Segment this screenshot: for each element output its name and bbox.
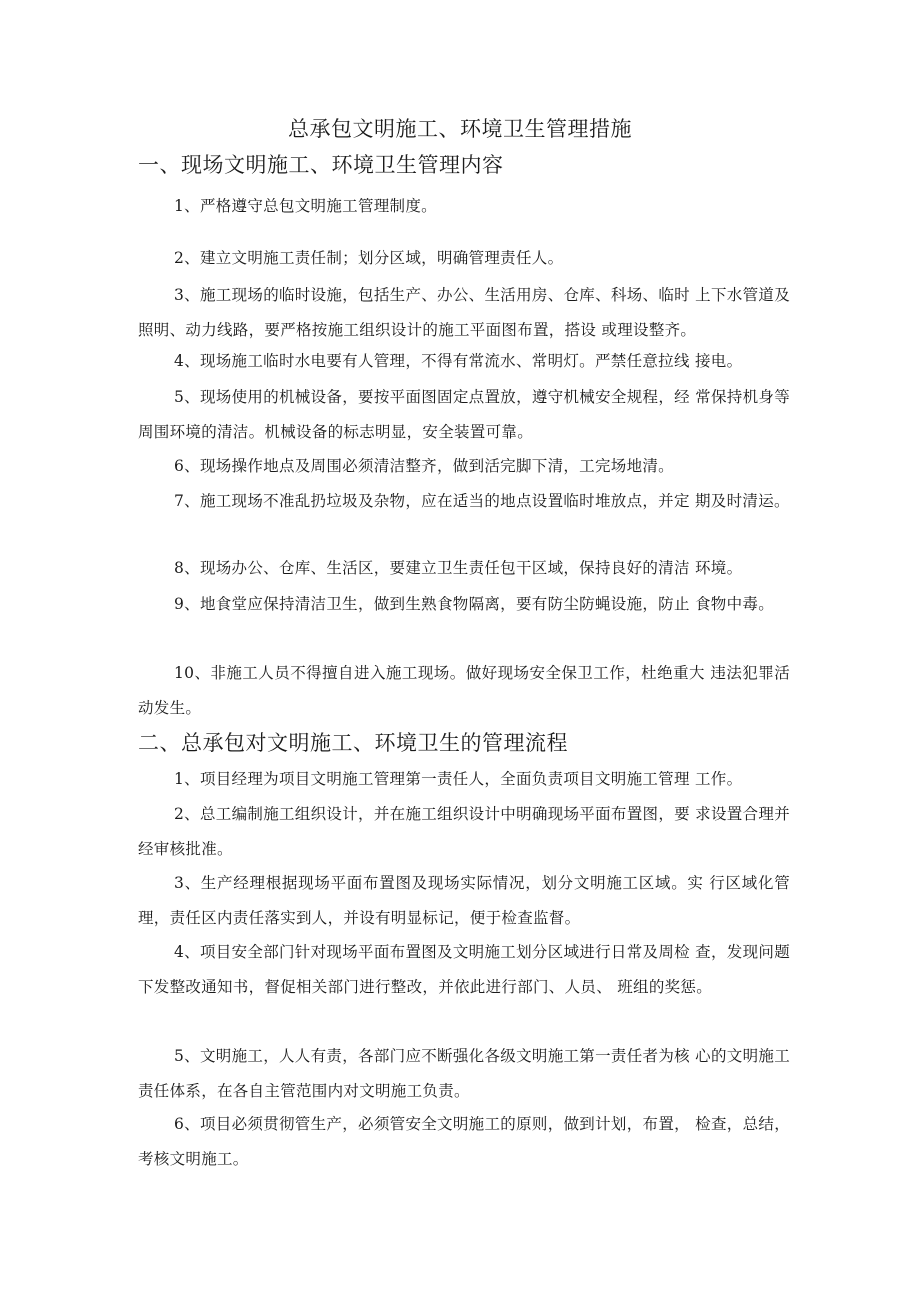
paragraph: 6、项目必须贯彻管生产，必须管安全文明施工的原则，做到计划，布置， 检查，总结，考核文明施工。	[138, 1115, 790, 1168]
section-heading-2: 二、总承包对文明施工、环境卫生的管理流程	[138, 731, 568, 755]
paragraph: 4、现场施工临时水电要有人管理，不得有常流水、常明灯。严禁任意拉线 接电。	[174, 352, 743, 370]
paragraph: 8、现场办公、仓库、生活区，要建立卫生责任包干区域，保持良好的清洁 环境。	[174, 559, 743, 577]
paragraph: 1、严格遵守总包文明施工管理制度。	[174, 197, 437, 215]
paragraph: 3、生产经理根据现场平面布置图及现场实际情况，划分文明施工区域。实 行区域化管理，责任区内责任落实到人，并设有明显标记，便于检查监督。	[138, 874, 790, 927]
paragraph: 9、地食堂应保持清洁卫生，做到生熟食物隔离，要有防尘防蝇设施，防止 食物中毒。	[174, 595, 774, 613]
paragraph: 5、文明施工，人人有责，各部门应不断强化各级文明施工第一责任者为核 心的文明施工责任体系，在各自主管范围内对文明施工负责。	[138, 1047, 790, 1100]
paragraph: 2、建立文明施工责任制；划分区域，明确管理责任人。	[174, 249, 564, 267]
paragraph: 10、非施工人员不得擅自进入施工现场。做好现场安全保卫工作，杜绝重大 违法犯罪活动发生。	[138, 664, 790, 717]
paragraph: 1、项目经理为项目文明施工管理第一责任人，全面负责项目文明施工管理 工作。	[174, 770, 743, 788]
paragraph: 3、施工现场的临时设施，包括生产、办公、生活用房、仓库、科场、临时 上下水管道及照明、动力线路，要严格按施工组织设计的施工平面图布置，搭设 或理设整齐。	[138, 286, 790, 339]
paragraph: 6、现场操作地点及周围必须清洁整齐，做到活完脚下清，工完场地清。	[174, 457, 674, 475]
document-title: 总承包文明施工、环境卫生管理措施	[288, 117, 632, 141]
section-heading-1: 一、现场文明施工、环境卫生管理内容	[138, 153, 504, 177]
paragraph: 7、施工现场不准乱扔垃圾及杂物，应在适当的地点设置临时堆放点，并定 期及时清运。	[174, 492, 790, 510]
paragraph: 2、总工编制施工组织设计，并在施工组织设计中明确现场平面布置图，要 求设置合理并经审核批准。	[138, 805, 790, 858]
paragraph: 5、现场使用的机械设备，要按平面图固定点置放，遵守机械安全规程，经 常保持机身等周围环境的清洁。机械设备的标志明显，安全装置可靠。	[138, 388, 790, 441]
paragraph: 4、项目安全部门针对现场平面布置图及文明施工划分区域进行日常及周检 查，发现问题下发整改通知书，督促相关部门进行整改，并依此进行部门、人员、 班组的奖惩。	[138, 943, 790, 996]
